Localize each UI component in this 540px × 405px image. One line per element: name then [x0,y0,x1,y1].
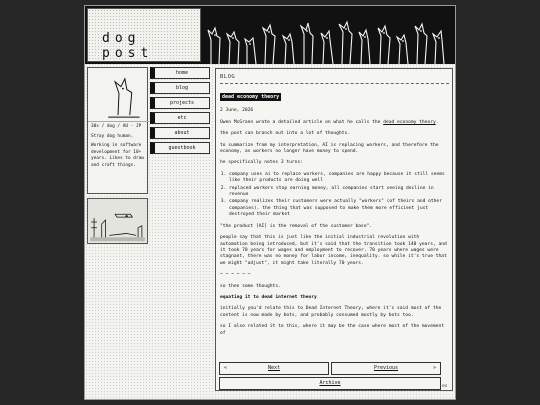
main-nav [150,67,210,157]
post-content [220,93,449,342]
post-paragraph: so I also related it to this, where it may be the case where most of the movement of [220,324,445,336]
next-button[interactable] [219,362,329,375]
post-paragraph: so then some thoughts. [220,283,281,289]
previous-button[interactable] [331,362,441,375]
nav-item-about[interactable]: about [150,127,210,139]
nav-item-projects[interactable]: projects [150,97,210,109]
post-paragraph: people say that this is just like the initial industrial revolution with automation being introduced, but it's said that the transition took 140 years, and it took 70 years for wages and employment to recover. 70 years where wages were stagnant, there was no money for labor income, inequality. so while it's true that we might "adjust", it might take literally 70 years. [220,235,447,266]
next-label: Next [267,365,281,371]
post-paragraph: he specifically notes 3 turns: [220,160,303,166]
dog-banner-illustration [203,6,455,64]
post-subheading: equating it to dead internet theory [220,294,317,300]
page-frame [84,5,456,400]
site-header [85,6,455,64]
site-title[interactable]: dog post [102,31,154,61]
nav-item-guestbook[interactable]: guestbook [150,142,210,154]
blog-panel[interactable] [215,68,453,391]
profile-bio: Working in software development for 10+ years. Likes to draw and craft things. [91,143,144,168]
list-item: 2. replaced workers stop earning money, all companies start seeing decline in revenue [229,186,449,199]
section-divider [220,83,449,84]
profile-meta: 30s / dog / AU - JP [91,124,142,129]
post-list [229,172,449,219]
arrow-right-icon: » [432,365,436,371]
profile-card [87,67,148,194]
nav-item-blog[interactable]: blog [150,82,210,94]
section-label: BLOG [220,74,236,80]
previous-label: Previous [373,365,399,371]
post-pager [219,362,441,390]
archive-button[interactable] [219,377,441,390]
post-date: 2 June, 2026 [220,108,254,114]
nav-item-home[interactable]: home [150,67,210,79]
nav-item-etc[interactable]: etc [150,112,210,124]
post-paragraph: to summarize from my interpretation, AI is replacing workers, and therefore the economy, as workers no longer have money to spend. [220,142,439,155]
post-divider: ~ ~ ~ ~ ~ ~ [220,272,251,278]
list-item: 3. company realizes their customers were actually "workers" (of theirs and other companies). the thing that was supposed to make them more efficient just destroyed their market [229,199,449,218]
post-quote: "the product [AI] is the removal of the customer base". [220,223,373,229]
trailing-text: es [442,384,448,389]
post-paragraph: the post can branch out into a lot of thoughts. [220,131,350,137]
sidebar-art-illustration [87,198,148,244]
post-paragraph: initially you'd relate this to Dead Internet Theory, where it's said most of the content is now made by bots, and probably consumed mostly by bots too. [220,306,442,318]
site-logo-box[interactable] [87,8,201,62]
list-item: 1. company uses ai to replace workers, companies are happy because it still seems like their products are doing well [229,172,449,185]
sidebar [87,67,148,248]
profile-tagline: Stray dog human. [91,133,134,139]
post-paragraph: Owen McGrann wrote a detailed article on what he calls the dead economy theory. [220,119,439,125]
arrow-left-icon: « [224,365,228,371]
avatar [88,68,149,122]
post-title: dead economy theory [222,94,280,100]
archive-label: Archive [319,380,341,386]
dead-economy-theory-link[interactable]: dead economy theory [383,119,436,125]
